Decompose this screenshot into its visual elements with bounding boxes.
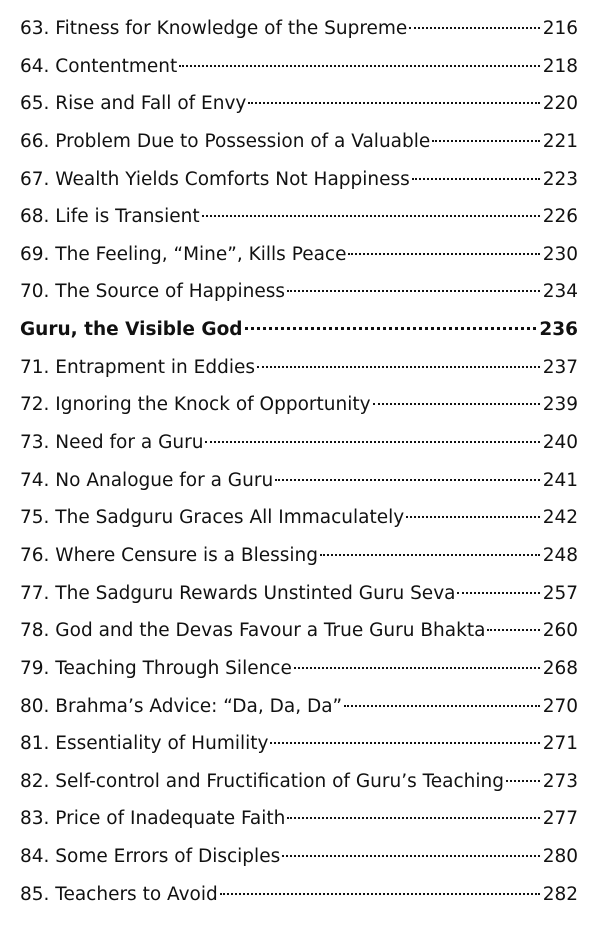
toc-entry-page: 273 bbox=[542, 770, 578, 792]
toc-entry-title: 74. No Analogue for a Guru bbox=[20, 469, 274, 491]
dot-leader bbox=[270, 742, 539, 744]
toc-entry-page: 221 bbox=[542, 130, 578, 152]
toc-entry-page: 277 bbox=[542, 808, 578, 830]
toc-entry-title: 70. The Source of Happiness bbox=[20, 281, 285, 303]
toc-entry-title: 75. The Sadguru Graces All Immaculately bbox=[20, 507, 405, 529]
dot-leader bbox=[487, 629, 539, 631]
toc-entry-78 bbox=[20, 612, 578, 650]
dot-leader bbox=[205, 441, 539, 443]
toc-entry-title: 82. Self-control and Fructification of Guru’s Teaching bbox=[20, 770, 504, 792]
toc-entry-page: 216 bbox=[542, 18, 578, 39]
toc-entry-title: 80. Brahma’s Advice: “Da, Da, Da” bbox=[20, 695, 343, 717]
toc-entry-page: 230 bbox=[542, 243, 578, 265]
toc-entry-76 bbox=[20, 537, 578, 575]
toc-entry-title: 68. Life is Transient bbox=[20, 206, 200, 228]
toc-entry-71 bbox=[20, 349, 578, 387]
toc-entry-85 bbox=[20, 876, 578, 914]
toc-entry-title: 78. God and the Devas Favour a True Guru Bhakta bbox=[20, 620, 486, 642]
toc-entry-title: 85. Teachers to Avoid bbox=[20, 883, 218, 905]
toc-entry-73 bbox=[20, 424, 578, 462]
toc-entry-80 bbox=[20, 688, 578, 726]
dot-leader bbox=[257, 366, 540, 368]
toc-entry-title: 72. Ignoring the Knock of Opportunity bbox=[20, 394, 371, 416]
toc-entry-64 bbox=[20, 48, 578, 86]
toc-entry-page: 220 bbox=[542, 93, 578, 115]
toc-entry-65 bbox=[20, 85, 578, 123]
toc-entry-page: 234 bbox=[542, 281, 578, 303]
toc-entry-title: 84. Some Errors of Disciples bbox=[20, 846, 281, 868]
toc-entry-title: 73. Need for a Guru bbox=[20, 432, 204, 454]
dot-leader bbox=[248, 102, 539, 104]
dot-leader bbox=[294, 667, 540, 669]
toc-entry-title: 63. Fitness for Knowledge of the Supreme bbox=[20, 18, 408, 39]
toc-entry-69 bbox=[20, 236, 578, 274]
toc-entry-title: 69. The Feeling, “Mine”, Kills Peace bbox=[20, 243, 347, 265]
toc-entry-page: 237 bbox=[542, 356, 578, 378]
toc-entry-page: 226 bbox=[542, 206, 578, 228]
toc-entry-63 bbox=[20, 10, 578, 48]
toc-entry-81 bbox=[20, 725, 578, 763]
toc-entry-page: 280 bbox=[542, 846, 578, 868]
dot-leader bbox=[275, 479, 540, 481]
toc-entry-72 bbox=[20, 386, 578, 424]
toc-entry-79 bbox=[20, 650, 578, 688]
dot-leader bbox=[432, 140, 539, 142]
dot-leader bbox=[202, 215, 540, 217]
toc-entry-page: 239 bbox=[542, 394, 578, 416]
toc-entry-68 bbox=[20, 198, 578, 236]
toc-entry-page: 223 bbox=[542, 168, 578, 190]
toc-section-page: 236 bbox=[539, 319, 578, 341]
toc-entry-page: 218 bbox=[542, 55, 578, 77]
dot-leader bbox=[406, 516, 539, 518]
dot-leader bbox=[179, 65, 539, 67]
toc-entry-67 bbox=[20, 161, 578, 199]
toc-entry-title: 83. Price of Inadequate Faith bbox=[20, 808, 286, 830]
toc-entry-page: 241 bbox=[542, 469, 578, 491]
dot-leader bbox=[506, 780, 540, 782]
toc-entry-82 bbox=[20, 763, 578, 801]
toc-entry-75 bbox=[20, 499, 578, 537]
toc-entry-page: 257 bbox=[542, 582, 578, 604]
dot-leader bbox=[220, 893, 540, 895]
dot-leader bbox=[282, 855, 539, 857]
toc-entry-page: 268 bbox=[542, 657, 578, 679]
toc-entry-page: 282 bbox=[542, 883, 578, 905]
toc-entry-70 bbox=[20, 273, 578, 311]
toc-entry-title: 64. Contentment bbox=[20, 55, 178, 77]
toc-section-title: Guru, the Visible God bbox=[20, 319, 243, 341]
toc-entry-77 bbox=[20, 575, 578, 613]
toc-entry-page: 240 bbox=[542, 432, 578, 454]
toc-entry-title: 65. Rise and Fall of Envy bbox=[20, 93, 247, 115]
dot-leader bbox=[409, 27, 539, 29]
toc-entry-title: 76. Where Censure is a Blessing bbox=[20, 544, 318, 566]
toc-entry-page: 270 bbox=[542, 695, 578, 717]
dot-leader bbox=[245, 327, 537, 330]
dot-leader bbox=[287, 290, 540, 292]
toc-entry-title: 71. Entrapment in Eddies bbox=[20, 356, 255, 378]
toc-entry-title: 67. Wealth Yields Comforts Not Happiness bbox=[20, 168, 410, 190]
toc-entry-title: 81. Essentiality of Humility bbox=[20, 733, 269, 755]
toc-entry-84 bbox=[20, 838, 578, 876]
toc-entry-74 bbox=[20, 462, 578, 500]
toc-entry-83 bbox=[20, 800, 578, 838]
toc-entry-title: 66. Problem Due to Possession of a Valuable bbox=[20, 130, 431, 152]
dot-leader bbox=[287, 817, 539, 819]
dot-leader bbox=[348, 253, 539, 255]
dot-leader bbox=[373, 403, 540, 405]
table-of-contents bbox=[20, 10, 578, 913]
toc-entry-page: 271 bbox=[542, 733, 578, 755]
toc-entry-page: 248 bbox=[542, 544, 578, 566]
dot-leader bbox=[412, 178, 540, 180]
toc-entry-page: 260 bbox=[542, 620, 578, 642]
toc-entry-66 bbox=[20, 123, 578, 161]
toc-section-heading bbox=[20, 311, 578, 349]
dot-leader bbox=[457, 592, 539, 594]
dot-leader bbox=[320, 554, 540, 556]
toc-entry-title: 79. Teaching Through Silence bbox=[20, 657, 292, 679]
toc-entry-title: 77. The Sadguru Rewards Unstinted Guru Seva bbox=[20, 582, 456, 604]
dot-leader bbox=[344, 705, 540, 707]
toc-entry-page: 242 bbox=[542, 507, 578, 529]
